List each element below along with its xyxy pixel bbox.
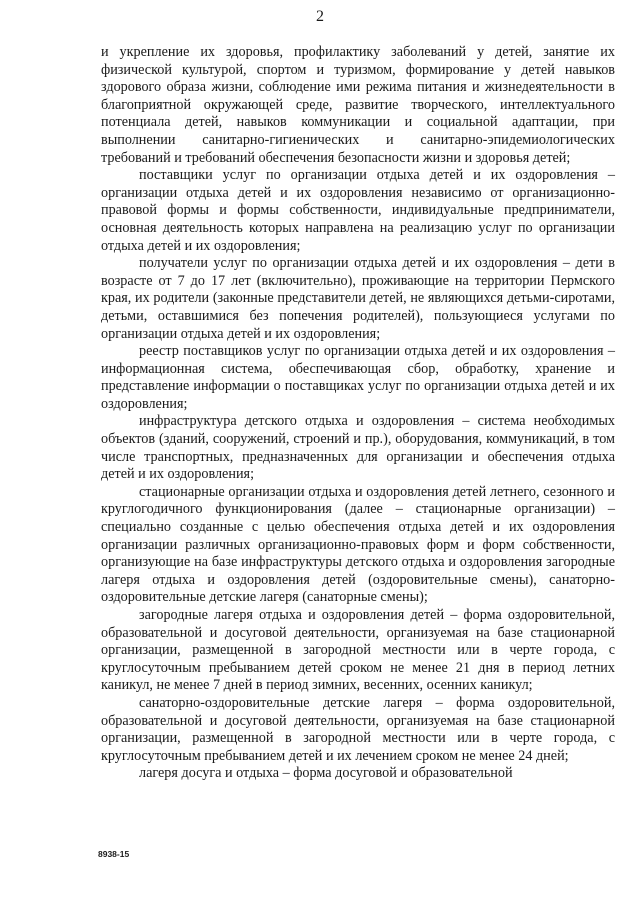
paragraph-leisure-camps: лагеря досуга и отдыха – форма досуговой и образовательной bbox=[139, 765, 513, 782]
paragraph-stationary-organizations: стационарные организации отдыха и оздоровления детей летнего, сезонного и круглогодичного функционирования (далее – стационарные организации) – специально созданные с целью обеспечения отдыха детей и их оздоровления организации различных организационно-правовых форм и форм собственности, организующие на базе инфраструктуры детского отдыха и оздоровления загородные лагеря отдыха и оздоровления детей (оздоровительные смены), санаторно-оздоровительные детские лагеря (санаторные смены); bbox=[101, 483, 615, 606]
paragraph-health-continuation: и укрепление их здоровья, профилактику заболеваний у детей, занятие их физической культурой, спортом и туризмом, формирование у детей навыков здорового образа жизни, соблюдение ими режима питания и жизнедеятельности в благоприятной окружающей среде, развитие творческого, интеллектуального потенциала детей, навыков коммуникации и социальной адаптации, при выполнении санитарно-гигиенических и санитарно-эпидемиологических требований и требований обеспечения безопасности жизни и здоровья детей; bbox=[101, 44, 615, 166]
paragraph-service-providers: поставщики услуг по организации отдыха детей и их оздоровления – организации отдыха детей и их оздоровления независимо от организационно-правовой формы и формы собственности, индивидуальные предприниматели, основная деятельность которых направлена на реализацию услуг по организации отдыха детей и их оздоровления; bbox=[101, 167, 615, 254]
paragraph-service-recipients: получатели услуг по организации отдыха детей и их оздоровления – дети в возрасте от 7 до 17 лет (включительно), проживающие на территории Пермского края, их родители (законные представители детей, не являющихся детьми-сиротами, детьми, оставшимися без попечения родителей), пользующиеся услугами по организации отдыха детей и их оздоровления; bbox=[101, 255, 615, 342]
paragraph-provider-registry: реестр поставщиков услуг по организации отдыха детей и их оздоровления – информационная система, обеспечивающая сбор, обработку, хранение и представление информации о поставщиках услуг по организации отдыха детей и их оздоровления; bbox=[101, 343, 615, 412]
document-body bbox=[101, 44, 615, 783]
document-code: 8938-15 bbox=[98, 849, 130, 859]
paragraph-sanatorium-camps: санаторно-оздоровительные детские лагеря – форма оздоровительной, образовательной и досуговой деятельности, организуемая на базе стационарной организации, размещенной в загородной местности или в черте города, с круглосуточным пребыванием детей и их лечением сроком не менее 24 дней; bbox=[101, 694, 615, 764]
paragraph-country-camps: загородные лагеря отдыха и оздоровления детей – форма оздоровительной, образовательной и досуговой деятельности, организуемая на базе стационарной организации, размещенной в загородной местности или в черте города, с круглосуточным пребыванием детей сроком не менее 21 дня в период летних каникул, не менее 7 дней в период зимних, весенних, осенних каникул; bbox=[101, 607, 615, 694]
paragraph-infrastructure: инфраструктура детского отдыха и оздоровления – система необходимых объектов (зданий, сооружений, строений и пр.), оборудования, коммуникаций, в том числе транспортных, предназначенных для организации и обеспечения отдыха детей и их оздоровления; bbox=[101, 413, 615, 483]
page-number: 2 bbox=[316, 8, 324, 25]
